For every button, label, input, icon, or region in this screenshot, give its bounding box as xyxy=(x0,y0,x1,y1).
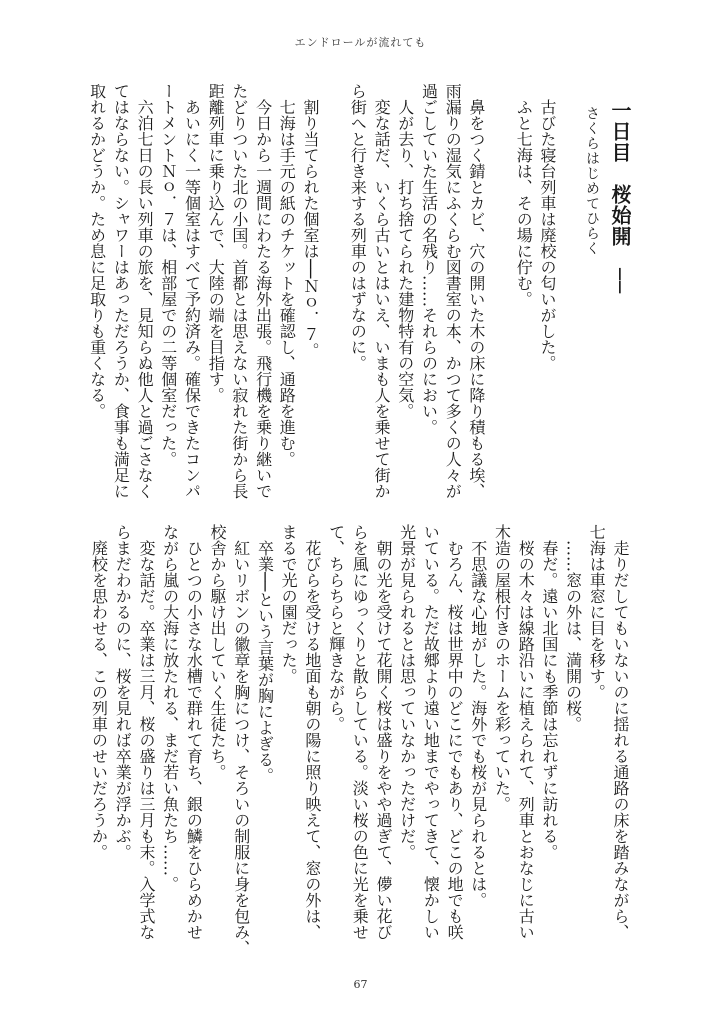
text-line: いている。ただ故郷より遠い地までやってきて、懐かしい xyxy=(421,524,441,940)
text-line: てはならない。シャワーはあっただろうか、食事も満足に xyxy=(111,83,131,499)
text-line: 不思議な心地がした。海外でも桜が見られるとは。 xyxy=(468,540,488,908)
text-line: て、ちらちらと輝きながら。 xyxy=(326,524,346,732)
text-line: 朝の光を受けて花開く桜は盛りをやや過ぎて、儚い花び xyxy=(373,540,393,940)
text-line: あいにく一等個室はすべて予約済み。確保できたコンパ xyxy=(182,99,202,499)
chapter-heading xyxy=(584,100,634,430)
chapter-dash: ── xyxy=(608,268,632,295)
text-line: むろん、桜は世界中のどこにでもあり、どこの地でも咲 xyxy=(445,540,465,940)
text-line: 人が去り、打ち捨てられた建物特有の空気。 xyxy=(395,99,415,419)
text-line: 卒業──という言葉が胸によぎる。 xyxy=(255,540,275,784)
text-line: まるで光の園だった。 xyxy=(279,524,299,684)
running-header: エンドロールが流れても xyxy=(294,36,427,49)
text-line: 廃校を思わせる、この列車のせいだろうか。 xyxy=(89,540,109,860)
text-line: 距離列車に乗り込んで、大陸の端を目指す。 xyxy=(206,83,226,403)
text-line: 花びらを受ける地面も朝の陽に照り映えて、窓の外は、 xyxy=(302,540,322,940)
chapter-subtitle: さくらはじめてひらく xyxy=(584,106,600,256)
text-line: 雨漏りの湿気にふくらむ図書室の本、かつて多くの人々が xyxy=(443,83,463,499)
chapter-title: 一日目 桜始開 xyxy=(608,100,632,247)
text-line: 木造の屋根付きのホームを彩っていた。 xyxy=(492,524,512,812)
text-line: ……窓の外は、満開の桜。 xyxy=(563,540,583,732)
text-line: ひとつの小さな水槽で群れて育ち、銀の鱗をひらめかせ xyxy=(184,540,204,940)
text-line: 割り当てられた個室は──Ｎｏ．７。 xyxy=(301,99,320,359)
page-number: 67 xyxy=(353,978,368,991)
blank-line xyxy=(322,83,346,493)
text-line: 取れるかどうか。ため息に足取りも重くなる。 xyxy=(87,83,107,419)
text-line: 鼻をつく錆とカビ、穴の開いた木の床に降り積もる埃、 xyxy=(466,99,486,499)
text-line: 変な話だ、いくら古いとはいえ、いまも人を乗せて街か xyxy=(372,99,392,499)
text-line: 校舎から駆け出していく生徒たち。 xyxy=(208,524,228,780)
text-line: ートメントＮｏ．７は、相部屋での二等個室だった。 xyxy=(158,83,178,467)
text-line: 紅いリボンの徽章を胸につけ、そろいの制服に身を包み、 xyxy=(231,540,251,956)
text-line: ながら嵐の大海に放たれる、まだ若い魚たち……。 xyxy=(160,524,180,892)
text-line: 桜の木々は線路沿いに植えられて、列車とおなじに古い xyxy=(516,540,536,940)
text-line: らまだわかるのに、桜を見れば卒業が浮かぶ。 xyxy=(113,524,133,860)
blank-line xyxy=(488,83,512,493)
text-line: 光景が見られるとは思っていなかっただけだ。 xyxy=(397,524,417,860)
lower-text-tier xyxy=(87,524,632,956)
text-line: 変な話だ。卒業は三月、桜の盛りは三月も末。入学式な xyxy=(136,540,156,940)
text-line: 六泊七日の長い列車の旅を、見知らぬ他人と過ごさなく xyxy=(135,99,155,499)
text-line: らを風にゆっくりと散らしている。淡い桜の色に光を乗せ xyxy=(350,524,370,940)
text-line: たどりついた北の小国。首都とは思えない寂れた街から長 xyxy=(229,83,249,499)
text-line: 七海は手元の紙のチケットを確認し、通路を進む。 xyxy=(277,99,297,467)
text-line: 春だ。遠い北国にも季節は忘れずに訪れる。 xyxy=(539,540,559,860)
text-line: 今日から一週間にわたる海外出張。飛行機を乗り継いで xyxy=(253,99,273,499)
text-line: 過ごしていた生活の名残り……それらのにおい。 xyxy=(419,83,439,435)
upper-text-tier xyxy=(85,83,559,499)
text-line: 七海は車窓に目を移す。 xyxy=(587,524,607,700)
text-line: ら街へと行き来する列車のはずなのに。 xyxy=(348,83,368,371)
text-line: 古びた寝台列車は廃校の匂いがした。 xyxy=(538,99,557,371)
text-line: ふと七海は、その場に佇む。 xyxy=(514,99,534,307)
text-line: 走りだしてもいないのに揺れる通路の床を踏みながら、 xyxy=(611,540,630,940)
